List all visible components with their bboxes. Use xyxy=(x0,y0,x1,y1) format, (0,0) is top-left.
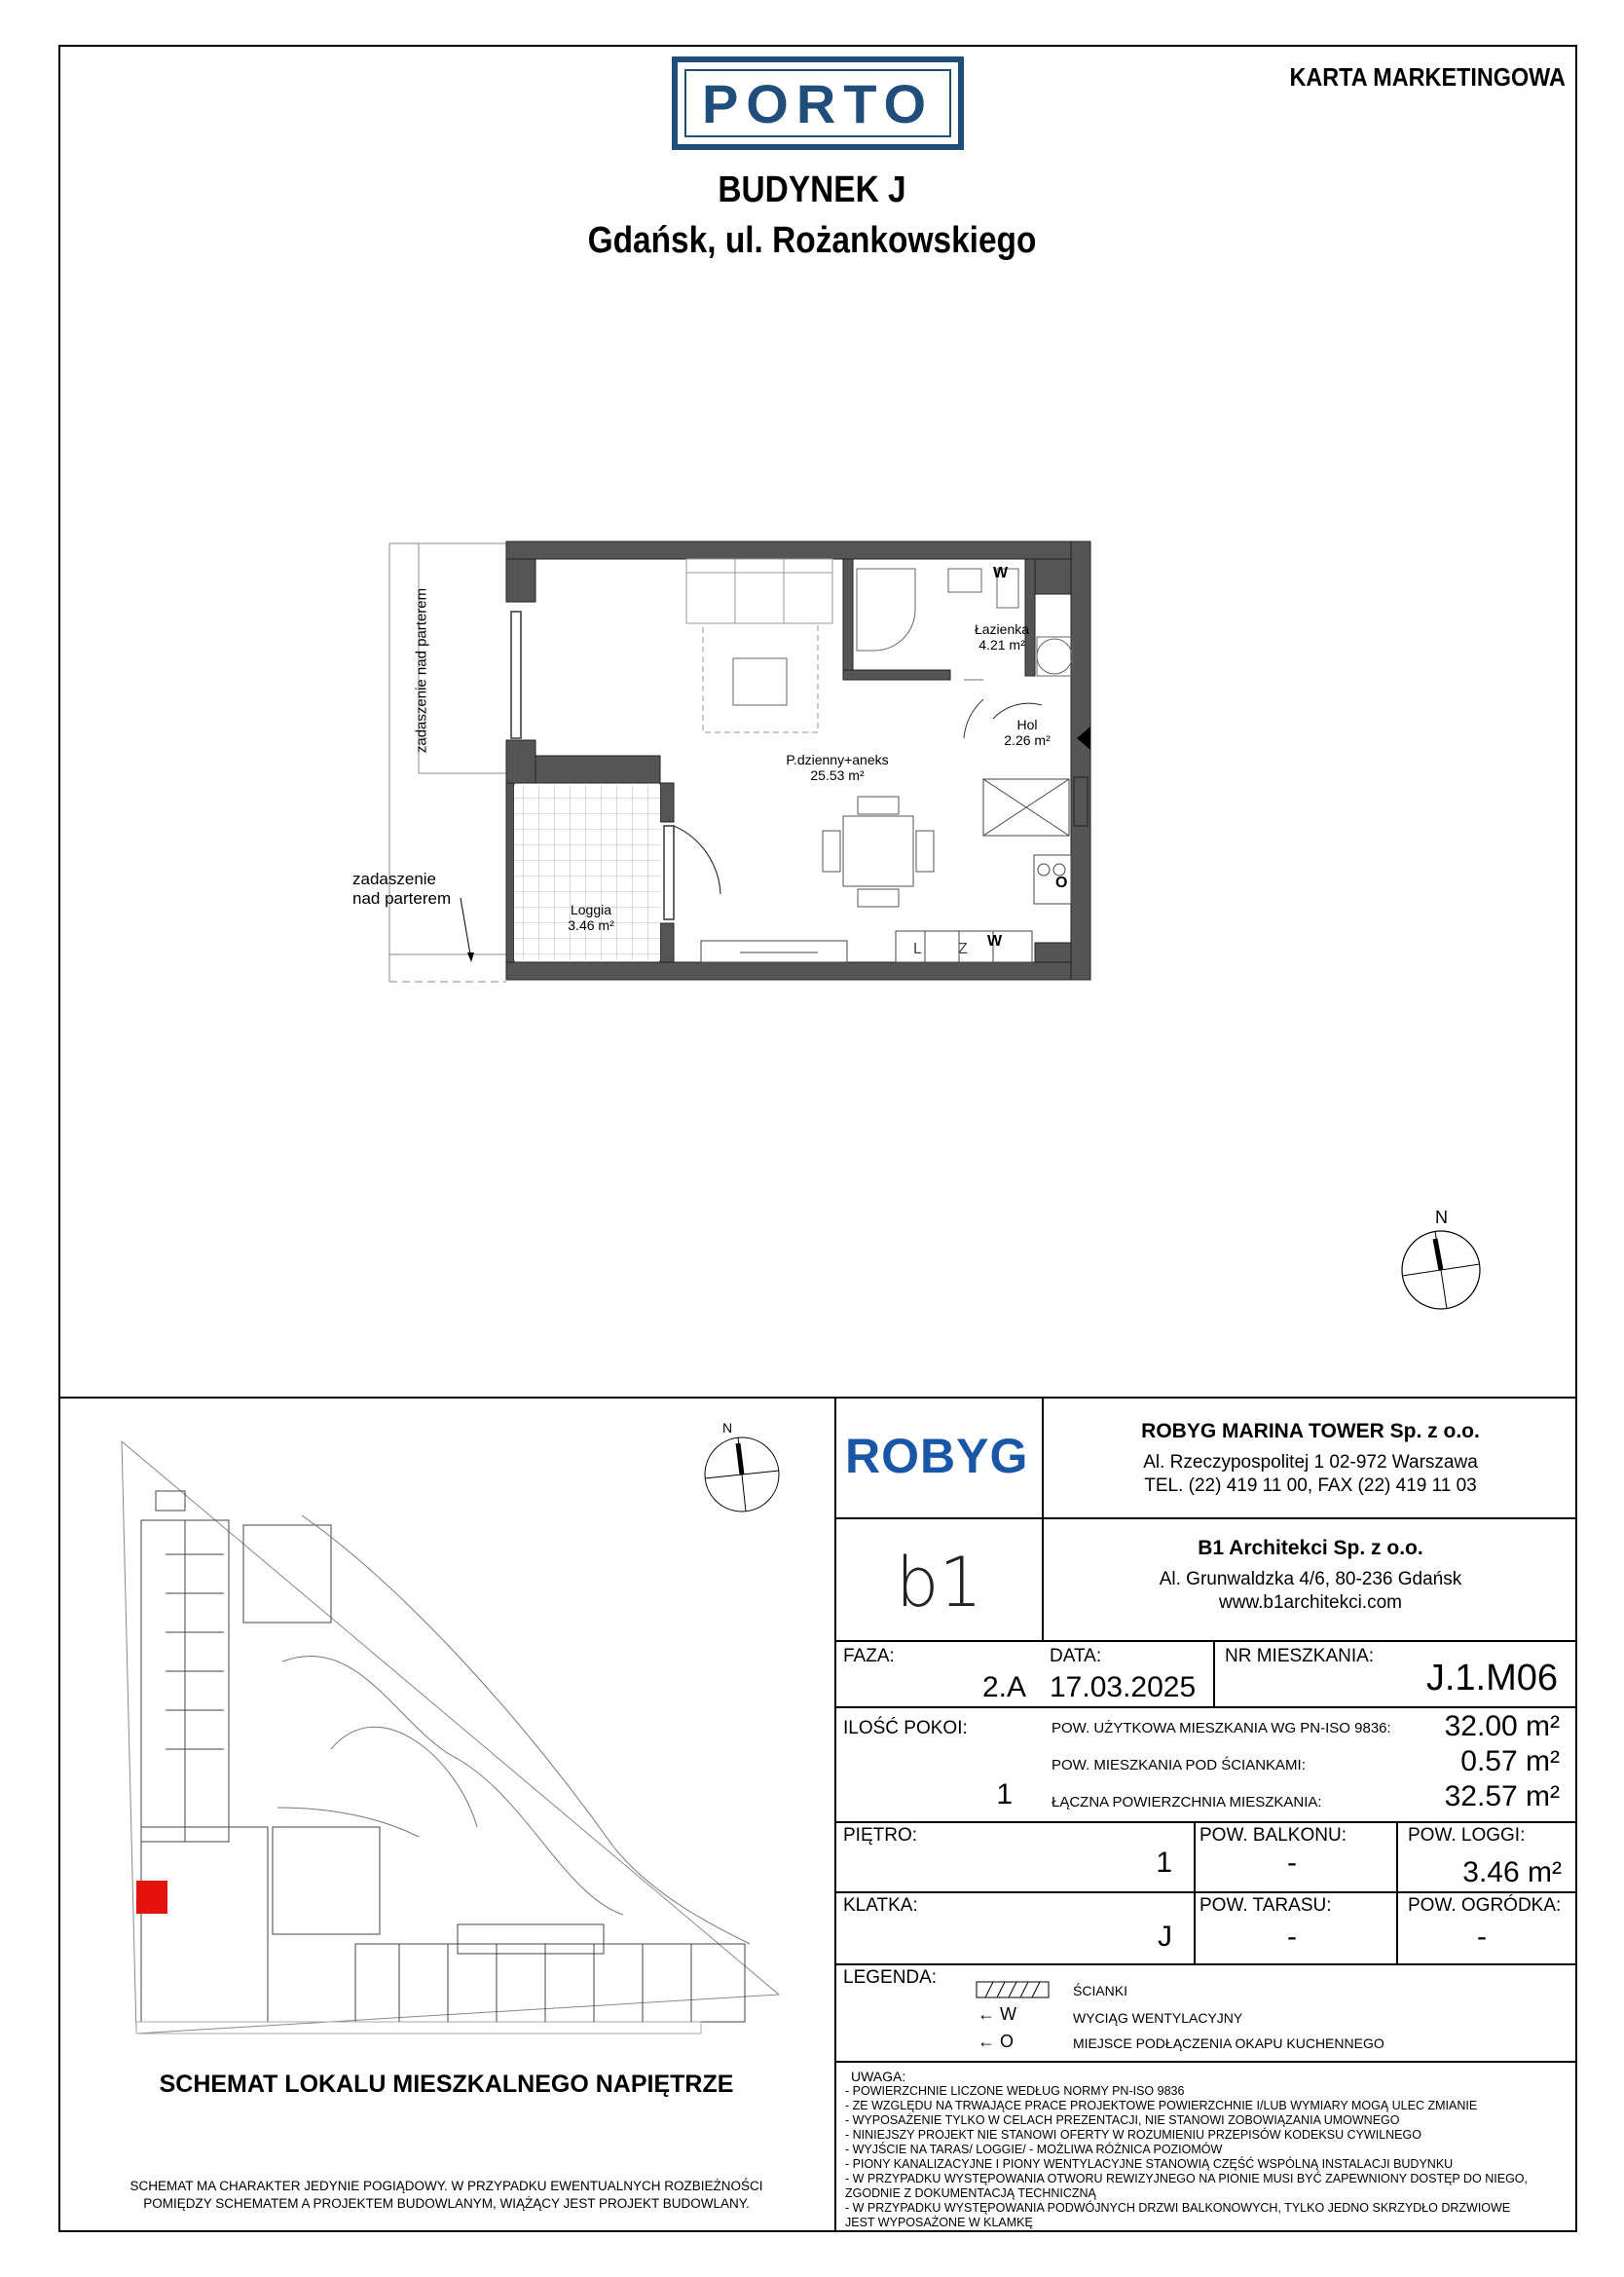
vent-symbol-kitchen: W xyxy=(987,933,1003,950)
garden-label: POW. OGRÓDKA: xyxy=(1408,1895,1562,1916)
company-name: ROBYG MARINA TOWER Sp. z o.o. xyxy=(1141,1420,1480,1442)
dining-table xyxy=(823,797,934,907)
room-hall-area: 2.26 m² xyxy=(1004,732,1051,748)
roof-label-2: nad parterem xyxy=(352,889,452,908)
porto-logo-text: PORTO xyxy=(684,69,951,137)
note-line: - W PRZYPADKU WYSTĘPOWANIA PODWÓJNYCH DRZWI BALKONOWYCH, TYLKO JEDNO SKRZYDŁO DRZWIOWE xyxy=(845,2201,1511,2215)
roof-label-vertical-box xyxy=(407,584,436,760)
usable-area-value: 32.00 m² xyxy=(1444,1710,1560,1742)
room-living-area: 25.53 m² xyxy=(810,767,865,783)
notes-list xyxy=(845,2084,1528,2230)
architect-block xyxy=(1044,1537,1577,1615)
room-loggia xyxy=(557,902,625,933)
legend-vent-text: WYCIĄG WENTYLACYJNY xyxy=(1073,2010,1243,2026)
row-divider-7 xyxy=(835,2061,1577,2063)
kitchen xyxy=(701,779,1071,962)
roof-arrow xyxy=(458,896,477,964)
balcony-label: POW. BALKONU: xyxy=(1200,1825,1347,1846)
data-label: DATA: xyxy=(1050,1646,1102,1666)
legend-walls-text: ŚCIANKI xyxy=(1073,1983,1128,1998)
dishwasher-symbol: Z xyxy=(958,941,968,957)
site-disclaimer xyxy=(58,2178,834,2213)
porto-logo xyxy=(672,56,964,150)
room-living xyxy=(769,752,905,783)
roof-label-1: zadaszenie xyxy=(352,870,437,888)
site-disclaimer-line-2: POMIĘDZY SCHEMATEM A PROJEKTEM BUDOWLANYM, WIĄŻĄCY JEST PROJEKT BUDOWLANY. xyxy=(143,2196,750,2211)
terrace-label: POW. TARASU: xyxy=(1200,1895,1332,1916)
col-divider-a xyxy=(1194,1821,1196,1965)
total-area-label: ŁĄCZNA POWIERZCHNIA MIESZKANIA: xyxy=(1052,1794,1322,1810)
faza-label: FAZA: xyxy=(843,1646,895,1666)
roof-label-vertical: zadaszenie nad parterem xyxy=(413,587,430,754)
room-bathroom-name: Łazienka xyxy=(974,621,1030,637)
b1-logo: b1 xyxy=(896,1543,982,1623)
room-loggia-area: 3.46 m² xyxy=(568,917,614,933)
floor-plan xyxy=(321,534,1100,1001)
section-divider xyxy=(58,1397,1577,1399)
row-divider-2 xyxy=(835,1640,1577,1642)
room-hall xyxy=(1003,717,1052,748)
building-address: Gdańsk, ul. Rożankowskiego xyxy=(587,220,1037,261)
note-line: - ZE WZGLĘDU NA TRWAJĄCE PRACE PROJEKTOWE POWIERZCHNIE I/LUB WYMIARY MOGĄ ULEC ZMIANIE xyxy=(845,2099,1478,2112)
legend-hood-letter: O xyxy=(1000,2032,1015,2051)
nr-divider xyxy=(1213,1640,1215,1708)
nr-label: NR MIESZKANIA: xyxy=(1225,1646,1375,1666)
architect-web: www.b1architekci.com xyxy=(1219,1592,1402,1613)
vent-symbol-bathroom: W xyxy=(993,565,1009,581)
legend-hood-symbol: ← O xyxy=(978,2032,1015,2051)
card-title: KARTA MARKETINGOWA xyxy=(1289,62,1566,92)
loggia-value: 3.46 m² xyxy=(1462,1856,1562,1888)
note-line: - WYJŚCIE NA TARAS/ LOGGIE/ - MOŻLIWA RÓŻNICA POZIOMÓW xyxy=(845,2143,1223,2156)
room-living-name: P.dzienny+aneks xyxy=(786,752,889,767)
note-line: JEST WYPOSAŻONE W KLAMKĘ xyxy=(845,2216,1033,2229)
company-block xyxy=(1044,1420,1577,1498)
walls-legend-swatch xyxy=(976,1981,1050,1998)
rooms-label: ILOŚĆ POKOI: xyxy=(843,1718,968,1738)
legend-vent-symbol: ← W xyxy=(978,2004,1017,2024)
wall-area-label: POW. MIESZKANIA POD ŚCIANKAMI: xyxy=(1052,1757,1306,1773)
company-phone: TEL. (22) 419 11 00, FAX (22) 419 11 03 xyxy=(1144,1475,1477,1496)
robyg-logo: ROBYG xyxy=(845,1429,1029,1483)
architect-name: B1 Architekci Sp. z o.o. xyxy=(1198,1537,1423,1559)
note-line: - NINIEJSZY PROJEKT NIE STANOWI OFERTY W ROZUMIENIU PRZEPISÓW KODEKSU CYWILNEGO xyxy=(845,2128,1421,2142)
row-divider-3 xyxy=(835,1706,1577,1708)
legend-vent-letter: W xyxy=(1000,2004,1017,2024)
compass-icon xyxy=(1400,1229,1482,1311)
row-divider-5 xyxy=(835,1891,1577,1893)
staircase-label: KLATKA: xyxy=(843,1895,918,1916)
garden-value: - xyxy=(1477,1921,1487,1953)
data-value: 17.03.2025 xyxy=(1050,1671,1197,1703)
loggia-label: POW. LOGGI: xyxy=(1408,1825,1526,1846)
row-divider-1 xyxy=(835,1517,1577,1519)
floor-value: 1 xyxy=(1156,1847,1172,1879)
row-divider-6 xyxy=(835,1963,1577,1965)
staircase-value: J xyxy=(1158,1921,1172,1953)
company-address: Al. Rzeczypospolitej 1 02-972 Warszawa xyxy=(1143,1452,1478,1473)
site-disclaimer-line-1: SCHEMAT MA CHARAKTER JEDYNIE POGIĄDOWY. W PRZYPADKU EWENTUALNYCH ROZBIEŻNOŚCI xyxy=(129,2179,763,2193)
hood-symbol: O xyxy=(1055,875,1068,891)
terrace-value: - xyxy=(1287,1921,1297,1953)
notes-label: UWAGA: xyxy=(851,2069,906,2084)
room-loggia-name: Loggia xyxy=(570,902,612,917)
note-line: - W PRZYPADKU WYSTĘPOWANIA OTWORU REWIZYJNEGO NA PIONIE MUSI BYĆ ZAPEWNIONY DOSTĘP DO NIEGO, xyxy=(845,2172,1528,2185)
legend-label: LEGENDA: xyxy=(843,1967,938,1988)
legend-hood-text: MIEJSCE PODŁĄCZENIA OKAPU KUCHENNEGO xyxy=(1073,2035,1384,2051)
wall-area-value: 0.57 m² xyxy=(1460,1745,1560,1777)
nr-value: J.1.M06 xyxy=(1425,1658,1558,1698)
loggia-floor xyxy=(514,785,660,960)
fridge-symbol: L xyxy=(913,941,922,957)
faza-value: 2.A xyxy=(981,1671,1026,1703)
site-map xyxy=(107,1437,789,2041)
note-line: - WYPOSAŻENIE TYLKO W CELACH PREZENTACJI, NIE STANOWI ZOBOWIĄZANIA UMOWNEGO xyxy=(845,2113,1400,2127)
floor-label: PIĘTRO: xyxy=(843,1825,918,1846)
loggia-door-swing xyxy=(674,826,720,894)
apartment-highlight xyxy=(136,1881,167,1914)
note-line: - PIONY KANALIZACYJNE I PIONY WENTYLACYJNE STANOWIĄ CZĘŚĆ WSPÓLNĄ INSTALACJI BUDYNKU xyxy=(845,2157,1454,2171)
balcony-value: - xyxy=(1287,1847,1297,1879)
total-area-value: 32.57 m² xyxy=(1444,1780,1560,1812)
site-compass-north-label: N xyxy=(722,1420,733,1436)
sofa xyxy=(686,559,832,732)
site-title: SCHEMAT LOKALU MIESZKALNEGO NAPIĘTRZE xyxy=(159,2071,734,2098)
note-line: - POWIERZCHNIE LICZONE WEDŁUG NORMY PN-ISO 9836 xyxy=(845,2084,1185,2098)
col-divider-b xyxy=(1396,1821,1398,1965)
room-bathroom-area: 4.21 m² xyxy=(978,637,1025,653)
info-panel-divider xyxy=(834,1397,836,2232)
usable-area-label: POW. UŻYTKOWA MIESZKANIA WG PN-ISO 9836: xyxy=(1052,1720,1391,1736)
compass-north-label: N xyxy=(1435,1208,1448,1227)
row-divider-4 xyxy=(835,1821,1577,1823)
building-name: BUDYNEK J xyxy=(718,169,906,210)
room-hall-name: Hol xyxy=(1016,717,1038,732)
architect-address: Al. Grunwaldzka 4/6, 80-236 Gdańsk xyxy=(1159,1569,1462,1589)
room-bathroom xyxy=(958,621,1046,653)
note-line: ZGODNIE Z DOKUMENTACJĄ TECHNICZNĄ xyxy=(845,2186,1096,2200)
rooms-value: 1 xyxy=(996,1778,1013,1810)
